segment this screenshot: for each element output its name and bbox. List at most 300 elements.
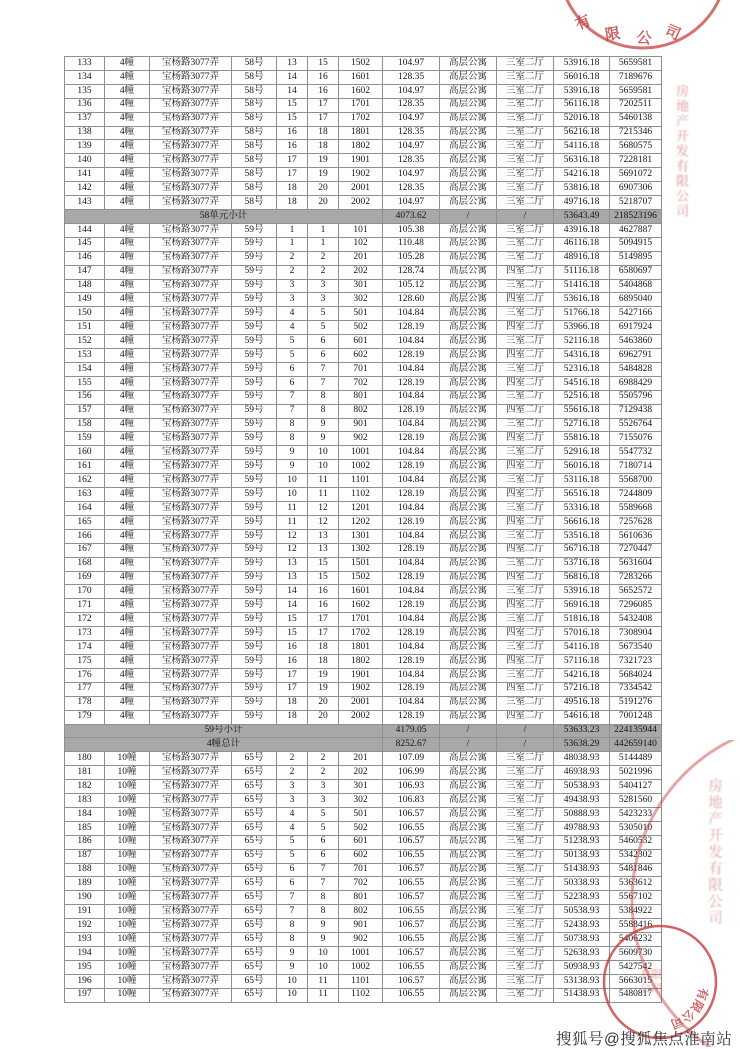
table-row <box>65 362 662 376</box>
address: 宝杨路3077弄 <box>150 752 232 766</box>
unit-layout: 三室二厅 <box>497 362 554 376</box>
row-number: 195 <box>65 960 105 974</box>
svg-text:公: 公 <box>635 29 653 48</box>
property-type: 高层公寓 <box>440 877 497 891</box>
room-number: 502 <box>339 821 383 835</box>
row-number: 159 <box>65 432 105 446</box>
total-price: 5526764 <box>610 418 662 432</box>
unit-price: 50338.93 <box>554 877 610 891</box>
room-number: 701 <box>339 362 383 376</box>
unit-layout: 三室二厅 <box>497 933 554 947</box>
unit-number: 13 <box>277 557 308 571</box>
property-type: 高层公寓 <box>440 529 497 543</box>
house-number: 58号 <box>232 126 277 140</box>
property-type: 高层公寓 <box>440 585 497 599</box>
row-number: 150 <box>65 307 105 321</box>
total-price: 5684024 <box>610 668 662 682</box>
unit-number: 5 <box>277 335 308 349</box>
row-number: 144 <box>65 223 105 237</box>
building: 10幢 <box>105 766 150 780</box>
unit-number: 17 <box>277 668 308 682</box>
floor-number: 19 <box>308 168 339 182</box>
address: 宝杨路3077弄 <box>150 905 232 919</box>
unit-number: 10 <box>277 988 308 1002</box>
unit-number: 7 <box>277 404 308 418</box>
address: 宝杨路3077弄 <box>150 418 232 432</box>
unit-price: 52916.18 <box>554 446 610 460</box>
table-row <box>65 502 662 516</box>
property-type: 高层公寓 <box>440 279 497 293</box>
total-price: 7129438 <box>610 404 662 418</box>
address: 宝杨路3077弄 <box>150 182 232 196</box>
property-type: 高层公寓 <box>440 182 497 196</box>
table-row <box>65 168 662 182</box>
total-price: 5673540 <box>610 641 662 655</box>
row-number: 164 <box>65 502 105 516</box>
total-price: 7308904 <box>610 627 662 641</box>
unit-layout: 四室二厅 <box>497 404 554 418</box>
address: 宝杨路3077弄 <box>150 877 232 891</box>
unit-layout: 三室二厅 <box>497 794 554 808</box>
house-number: 59号 <box>232 488 277 502</box>
room-number: 801 <box>339 891 383 905</box>
room-number: 902 <box>339 933 383 947</box>
property-type: 高层公寓 <box>440 752 497 766</box>
unit-number: 11 <box>277 515 308 529</box>
unit-number: 16 <box>277 654 308 668</box>
address: 宝杨路3077弄 <box>150 488 232 502</box>
area-sqm: 128.35 <box>383 98 440 112</box>
unit-layout: 四室二厅 <box>497 654 554 668</box>
building: 4幢 <box>105 98 150 112</box>
row-number: 136 <box>65 98 105 112</box>
house-number: 58号 <box>232 84 277 98</box>
table-row <box>65 766 662 780</box>
unit-price: 53516.18 <box>554 529 610 543</box>
row-number: 158 <box>65 418 105 432</box>
address: 宝杨路3077弄 <box>150 140 232 154</box>
area-sqm: 105.12 <box>383 279 440 293</box>
building: 4幢 <box>105 168 150 182</box>
address: 宝杨路3077弄 <box>150 168 232 182</box>
house-number: 65号 <box>232 988 277 1002</box>
unit-layout: 三室二厅 <box>497 474 554 488</box>
area-sqm: 106.57 <box>383 891 440 905</box>
unit-layout: 三室二厅 <box>497 446 554 460</box>
house-number: 65号 <box>232 891 277 905</box>
area-sqm: 105.38 <box>383 223 440 237</box>
table-row <box>65 57 662 71</box>
unit-price: 52438.93 <box>554 919 610 933</box>
floor-number: 17 <box>308 627 339 641</box>
unit-number: 16 <box>277 140 308 154</box>
floor-number: 19 <box>308 682 339 696</box>
building: 4幢 <box>105 627 150 641</box>
unit-layout: 三室二厅 <box>497 98 554 112</box>
address: 宝杨路3077弄 <box>150 112 232 126</box>
table-row <box>65 432 662 446</box>
unit-layout: 三室二厅 <box>497 168 554 182</box>
svg-text:公司: 公司 <box>640 983 662 995</box>
total-price: 5609730 <box>610 947 662 961</box>
total-price: 5021996 <box>610 766 662 780</box>
house-number: 65号 <box>232 905 277 919</box>
address: 宝杨路3077弄 <box>150 599 232 613</box>
building: 4幢 <box>105 223 150 237</box>
property-type: 高层公寓 <box>440 265 497 279</box>
unit-number: 10 <box>277 488 308 502</box>
total-price: 7155076 <box>610 432 662 446</box>
floor-number: 3 <box>308 293 339 307</box>
unit-layout: 四室二厅 <box>497 543 554 557</box>
building: 4幢 <box>105 710 150 724</box>
sohu-watermark: 搜狐号@搜狐焦点淮南站 <box>556 1031 733 1048</box>
unit-layout: 四室二厅 <box>497 349 554 363</box>
room-number: 302 <box>339 794 383 808</box>
floor-number: 9 <box>308 432 339 446</box>
building: 4幢 <box>105 474 150 488</box>
summary-row <box>65 738 662 752</box>
unit-price: 53316.18 <box>554 502 610 516</box>
address: 宝杨路3077弄 <box>150 682 232 696</box>
floor-number: 16 <box>308 84 339 98</box>
table-row <box>65 877 662 891</box>
area-sqm: 104.84 <box>383 529 440 543</box>
area-sqm: 106.57 <box>383 974 440 988</box>
unit-number: 7 <box>277 905 308 919</box>
property-type: 高层公寓 <box>440 641 497 655</box>
building: 4幢 <box>105 237 150 251</box>
table-row <box>65 627 662 641</box>
room-number: 1201 <box>339 502 383 516</box>
row-number: 188 <box>65 863 105 877</box>
property-type: 高层公寓 <box>440 780 497 794</box>
unit-price: 57216.18 <box>554 682 610 696</box>
address: 宝杨路3077弄 <box>150 571 232 585</box>
unit-number: 15 <box>277 613 308 627</box>
floor-number: 12 <box>308 502 339 516</box>
unit-price: 53116.18 <box>554 474 610 488</box>
address: 宝杨路3077弄 <box>150 84 232 98</box>
table-row <box>65 529 662 543</box>
unit-number: 10 <box>277 974 308 988</box>
address: 宝杨路3077弄 <box>150 307 232 321</box>
floor-number: 15 <box>308 57 339 71</box>
address: 宝杨路3077弄 <box>150 794 232 808</box>
building: 4幢 <box>105 654 150 668</box>
summary-total-price: 218523196 <box>610 209 662 223</box>
summary-slash: / <box>440 724 497 738</box>
address: 宝杨路3077弄 <box>150 404 232 418</box>
address: 宝杨路3077弄 <box>150 919 232 933</box>
row-number: 134 <box>65 70 105 84</box>
address: 宝杨路3077弄 <box>150 265 232 279</box>
row-number: 149 <box>65 293 105 307</box>
summary-area: 4073.62 <box>383 209 440 223</box>
table-row <box>65 543 662 557</box>
house-number: 59号 <box>232 668 277 682</box>
room-number: 1702 <box>339 112 383 126</box>
property-type: 高层公寓 <box>440 140 497 154</box>
property-type: 高层公寓 <box>440 168 497 182</box>
total-price: 5423233 <box>610 807 662 821</box>
address: 宝杨路3077弄 <box>150 460 232 474</box>
property-type: 高层公寓 <box>440 515 497 529</box>
total-price: 5384922 <box>610 905 662 919</box>
total-price: 5305010 <box>610 821 662 835</box>
total-price: 5427166 <box>610 307 662 321</box>
house-number: 65号 <box>232 919 277 933</box>
area-sqm: 104.84 <box>383 668 440 682</box>
unit-price: 50138.93 <box>554 849 610 863</box>
unit-price: 52316.18 <box>554 362 610 376</box>
building: 4幢 <box>105 84 150 98</box>
house-number: 59号 <box>232 223 277 237</box>
table-row <box>65 112 662 126</box>
total-price: 5281560 <box>610 794 662 808</box>
area-sqm: 106.57 <box>383 863 440 877</box>
total-price: 6962791 <box>610 349 662 363</box>
house-number: 59号 <box>232 418 277 432</box>
table-row <box>65 154 662 168</box>
building: 4幢 <box>105 432 150 446</box>
row-number: 169 <box>65 571 105 585</box>
unit-layout: 三室二厅 <box>497 585 554 599</box>
unit-layout: 三室二厅 <box>497 112 554 126</box>
total-price: 6580697 <box>610 265 662 279</box>
area-sqm: 104.97 <box>383 168 440 182</box>
row-number: 186 <box>65 835 105 849</box>
property-type: 高层公寓 <box>440 974 497 988</box>
unit-layout: 四室二厅 <box>497 321 554 335</box>
total-price: 7189676 <box>610 70 662 84</box>
building: 4幢 <box>105 599 150 613</box>
unit-price: 53716.18 <box>554 557 610 571</box>
table-row <box>65 641 662 655</box>
house-number: 65号 <box>232 780 277 794</box>
table-row <box>65 307 662 321</box>
unit-price: 46116.18 <box>554 237 610 251</box>
unit-layout: 四室二厅 <box>497 488 554 502</box>
unit-number: 5 <box>277 349 308 363</box>
room-number: 1901 <box>339 668 383 682</box>
table-row <box>65 821 662 835</box>
property-type: 高层公寓 <box>440 502 497 516</box>
table-row <box>65 390 662 404</box>
unit-number: 4 <box>277 321 308 335</box>
property-type: 高层公寓 <box>440 947 497 961</box>
room-number: 1601 <box>339 585 383 599</box>
address: 宝杨路3077弄 <box>150 126 232 140</box>
unit-price: 49788.93 <box>554 821 610 835</box>
unit-layout: 三室二厅 <box>497 418 554 432</box>
row-number: 167 <box>65 543 105 557</box>
total-price: 4627887 <box>610 223 662 237</box>
address: 宝杨路3077弄 <box>150 362 232 376</box>
total-price: 5404127 <box>610 780 662 794</box>
table-row <box>65 585 662 599</box>
row-number: 138 <box>65 126 105 140</box>
table-row <box>65 905 662 919</box>
unit-price: 53816.18 <box>554 182 610 196</box>
unit-number: 9 <box>277 460 308 474</box>
area-sqm: 106.55 <box>383 933 440 947</box>
total-price: 5480817 <box>610 988 662 1002</box>
unit-layout: 三室二厅 <box>497 140 554 154</box>
unit-price: 53916.18 <box>554 57 610 71</box>
row-number: 185 <box>65 821 105 835</box>
house-number: 58号 <box>232 182 277 196</box>
seal-fragment-upper: 房地产开发有限公司 <box>674 84 689 219</box>
area-sqm: 104.84 <box>383 418 440 432</box>
room-number: 102 <box>339 237 383 251</box>
floor-number: 20 <box>308 196 339 210</box>
table-row <box>65 335 662 349</box>
unit-layout: 三室二厅 <box>497 947 554 961</box>
unit-layout: 三室二厅 <box>497 835 554 849</box>
house-number: 59号 <box>232 460 277 474</box>
area-sqm: 104.84 <box>383 613 440 627</box>
table-row <box>65 696 662 710</box>
row-number: 182 <box>65 780 105 794</box>
property-type: 高层公寓 <box>440 960 497 974</box>
building: 4幢 <box>105 140 150 154</box>
table-row <box>65 446 662 460</box>
room-number: 701 <box>339 863 383 877</box>
building: 10幢 <box>105 947 150 961</box>
property-type: 高层公寓 <box>440 821 497 835</box>
row-number: 147 <box>65 265 105 279</box>
address: 宝杨路3077弄 <box>150 807 232 821</box>
table-row <box>65 891 662 905</box>
house-number: 59号 <box>232 585 277 599</box>
total-price: 5363612 <box>610 877 662 891</box>
area-sqm: 128.19 <box>383 654 440 668</box>
area-sqm: 128.19 <box>383 710 440 724</box>
building: 4幢 <box>105 668 150 682</box>
address: 宝杨路3077弄 <box>150 321 232 335</box>
area-sqm: 106.55 <box>383 905 440 919</box>
row-number: 163 <box>65 488 105 502</box>
area-sqm: 104.97 <box>383 140 440 154</box>
floor-number: 6 <box>308 349 339 363</box>
house-number: 59号 <box>232 557 277 571</box>
address: 宝杨路3077弄 <box>150 654 232 668</box>
unit-number: 18 <box>277 710 308 724</box>
house-number: 65号 <box>232 960 277 974</box>
seal-fragment-lower: 房地产开发有限公司 <box>706 778 722 927</box>
row-number: 176 <box>65 668 105 682</box>
address: 宝杨路3077弄 <box>150 613 232 627</box>
row-number: 154 <box>65 362 105 376</box>
table-row <box>65 863 662 877</box>
table-row <box>65 571 662 585</box>
summary-label: 59号小计 <box>65 724 383 738</box>
property-type: 高层公寓 <box>440 571 497 585</box>
unit-number: 14 <box>277 84 308 98</box>
house-number: 59号 <box>232 237 277 251</box>
building: 4幢 <box>105 446 150 460</box>
unit-price: 50738.93 <box>554 933 610 947</box>
row-number: 172 <box>65 613 105 627</box>
area-sqm: 128.35 <box>383 70 440 84</box>
unit-number: 2 <box>277 752 308 766</box>
property-type: 高层公寓 <box>440 307 497 321</box>
property-type: 高层公寓 <box>440 376 497 390</box>
unit-price: 51416.18 <box>554 279 610 293</box>
total-price: 5460138 <box>610 112 662 126</box>
row-number: 187 <box>65 849 105 863</box>
building: 4幢 <box>105 460 150 474</box>
house-number: 65号 <box>232 877 277 891</box>
floor-number: 11 <box>308 988 339 1002</box>
house-number: 59号 <box>232 571 277 585</box>
room-number: 1001 <box>339 446 383 460</box>
property-type: 高层公寓 <box>440 557 497 571</box>
property-type: 高层公寓 <box>440 863 497 877</box>
building: 4幢 <box>105 265 150 279</box>
floor-number: 5 <box>308 821 339 835</box>
table-row <box>65 613 662 627</box>
property-type: 高层公寓 <box>440 613 497 627</box>
address: 宝杨路3077弄 <box>150 515 232 529</box>
building: 4幢 <box>105 362 150 376</box>
house-number: 59号 <box>232 390 277 404</box>
floor-number: 8 <box>308 390 339 404</box>
table-row <box>65 933 662 947</box>
area-sqm: 106.55 <box>383 988 440 1002</box>
row-number: 145 <box>65 237 105 251</box>
area-sqm: 128.19 <box>383 349 440 363</box>
summary-area: 4179.05 <box>383 724 440 738</box>
address: 宝杨路3077弄 <box>150 196 232 210</box>
area-sqm: 104.84 <box>383 641 440 655</box>
house-number: 59号 <box>232 613 277 627</box>
unit-layout: 三室二厅 <box>497 877 554 891</box>
unit-number: 7 <box>277 891 308 905</box>
building: 4幢 <box>105 488 150 502</box>
unit-price: 56616.18 <box>554 515 610 529</box>
summary-slash: / <box>440 209 497 223</box>
building: 10幢 <box>105 974 150 988</box>
total-price: 5144489 <box>610 752 662 766</box>
address: 宝杨路3077弄 <box>150 349 232 363</box>
row-number: 133 <box>65 57 105 71</box>
unit-price: 52116.18 <box>554 335 610 349</box>
floor-number: 7 <box>308 362 339 376</box>
total-price: 5589668 <box>610 502 662 516</box>
row-number: 180 <box>65 752 105 766</box>
room-number: 1802 <box>339 140 383 154</box>
floor-number: 18 <box>308 140 339 154</box>
unit-price: 49716.18 <box>554 196 610 210</box>
address: 宝杨路3077弄 <box>150 223 232 237</box>
svg-text:有限: 有限 <box>640 969 662 981</box>
area-sqm: 104.84 <box>383 446 440 460</box>
total-price: 5342302 <box>610 849 662 863</box>
building: 4幢 <box>105 126 150 140</box>
property-type: 高层公寓 <box>440 599 497 613</box>
building: 10幢 <box>105 960 150 974</box>
row-number: 152 <box>65 335 105 349</box>
address: 宝杨路3077弄 <box>150 432 232 446</box>
unit-number: 13 <box>277 57 308 71</box>
room-number: 1701 <box>339 613 383 627</box>
unit-price: 46938.93 <box>554 766 610 780</box>
room-number: 1102 <box>339 488 383 502</box>
property-type: 高层公寓 <box>440 84 497 98</box>
area-sqm: 105.28 <box>383 251 440 265</box>
